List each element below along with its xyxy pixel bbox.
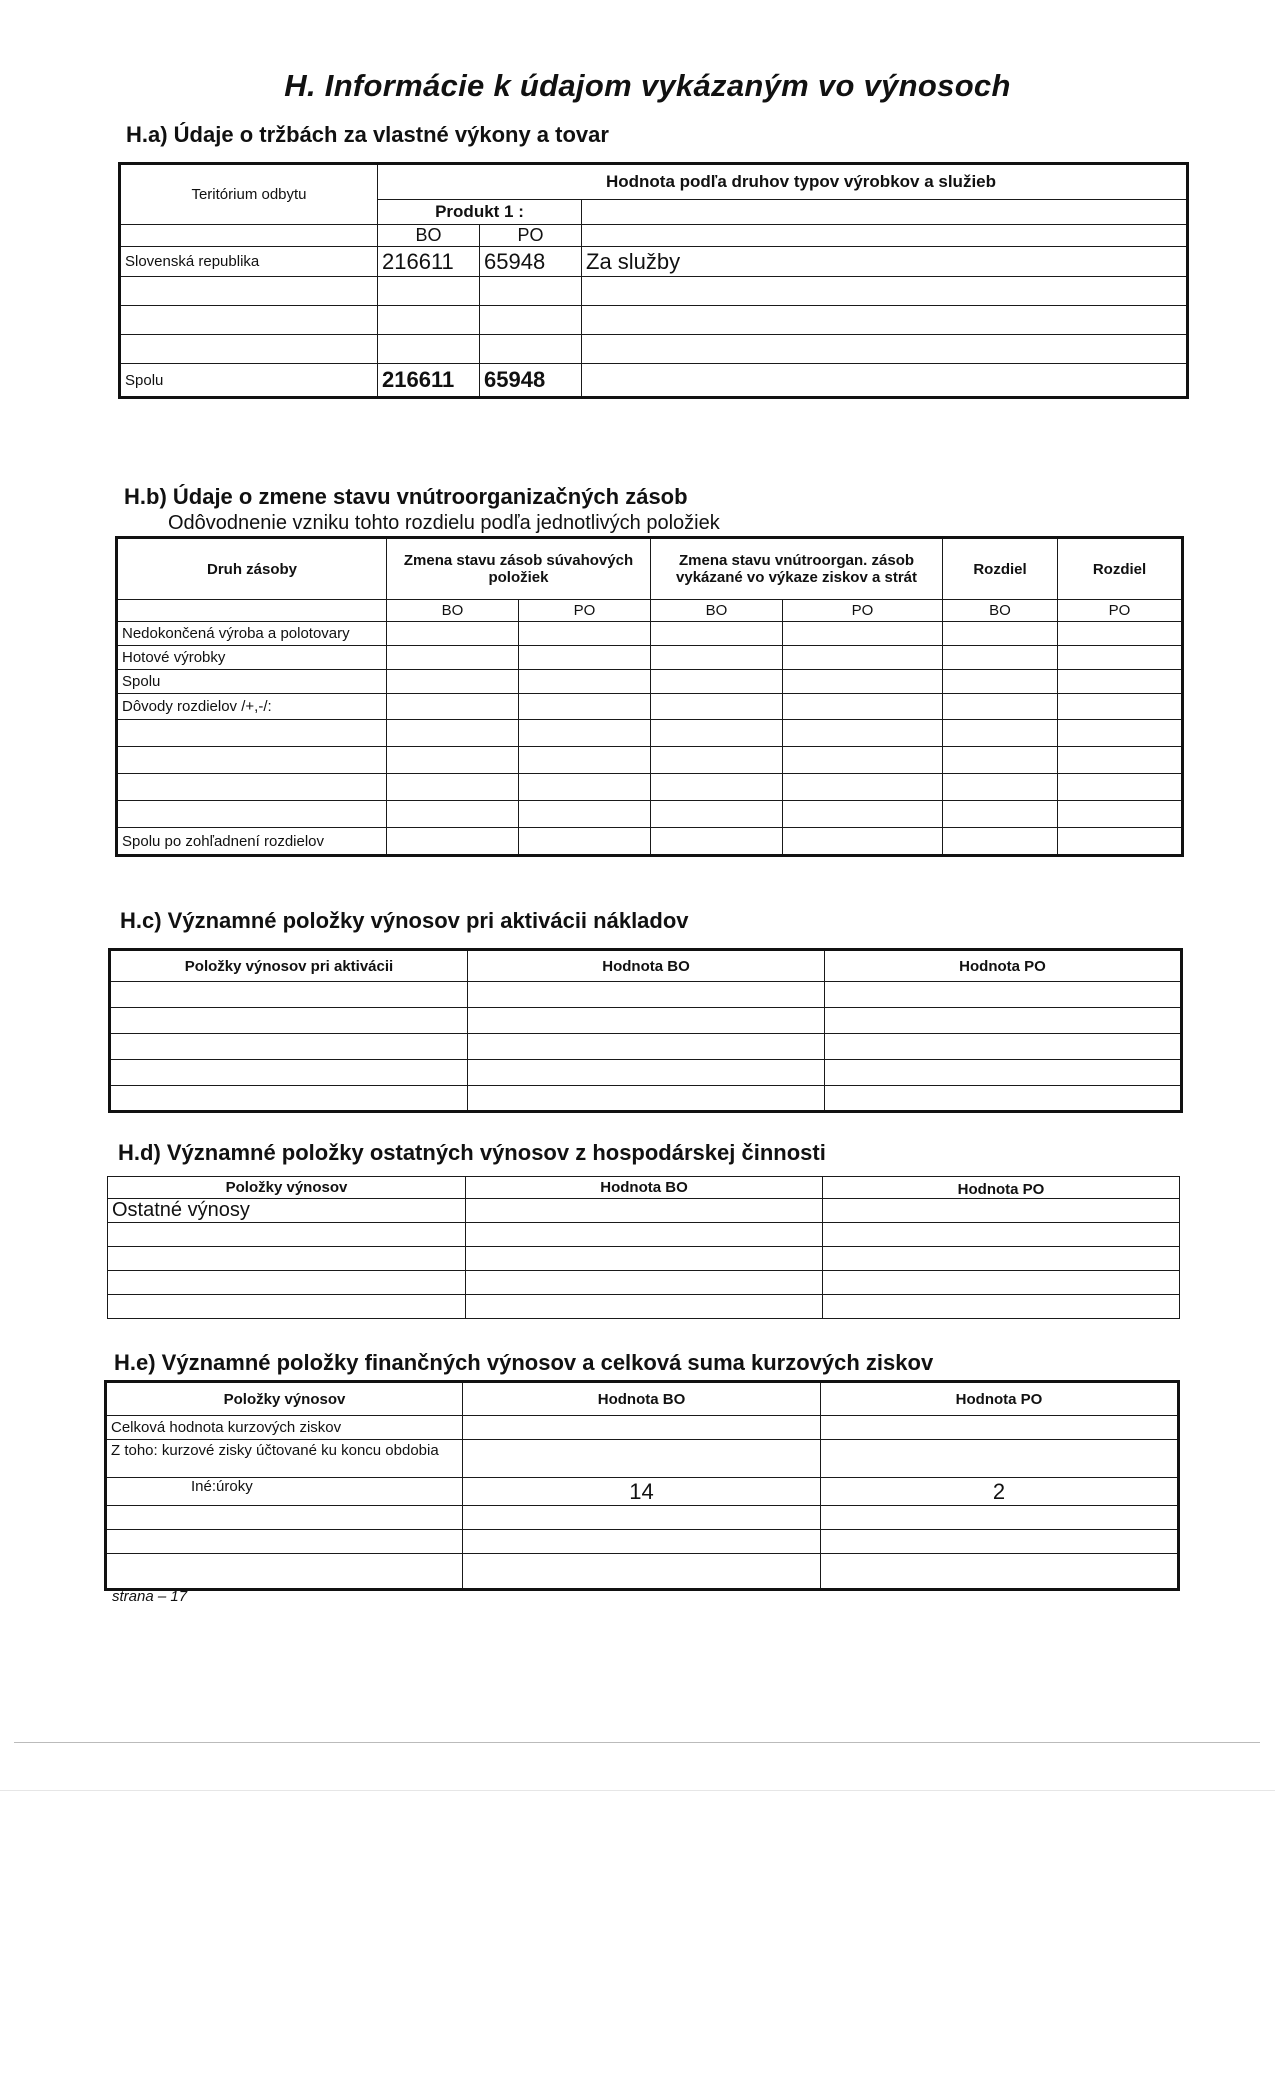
sales-table: [118, 162, 1189, 399]
section-e-heading: H.e) Významné položky finančných výnosov a celková suma kurzových ziskov: [114, 1350, 934, 1375]
row-label: Nedokončená výroba a polotovary: [117, 622, 387, 646]
territory-cell: Slovenská republika: [120, 247, 378, 277]
page-edge-line: [14, 1742, 1260, 1743]
financial-revenue-table: [104, 1380, 1180, 1591]
territory-header: Teritórium odbytu: [120, 164, 378, 225]
bo-header: BO: [387, 600, 519, 622]
difference-header-1: Rozdiel: [943, 538, 1058, 600]
activation-table: [108, 948, 1183, 1113]
row-label: Spolu: [117, 670, 387, 694]
total-label: Spolu: [120, 364, 378, 398]
scan-edge: [0, 1790, 1275, 1791]
bo-header: BO: [943, 600, 1058, 622]
items-header: Položky výnosov: [108, 1177, 466, 1199]
type-header: Druh zásoby: [117, 538, 387, 600]
internal-change-header: Zmena stavu vnútroorgan. zásob vykázané vo výkaze ziskov a strát: [651, 538, 943, 600]
po-header: PO: [1058, 600, 1183, 622]
total-po: 65948: [480, 364, 582, 398]
bo-header: BO: [651, 600, 783, 622]
bo-value: 14: [463, 1478, 821, 1506]
bo-header: BO: [378, 225, 480, 247]
po-header: PO: [783, 600, 943, 622]
bo-header: Hodnota BO: [463, 1382, 821, 1416]
row-label: Iné:úroky: [106, 1478, 463, 1506]
row-label: Celková hodnota kurzových ziskov: [106, 1416, 463, 1440]
po-value: 65948: [480, 247, 582, 277]
section-d-heading: H.d) Významné položky ostatných výnosov z hospodárskej činnosti: [118, 1140, 826, 1165]
items-header: Položky výnosov: [106, 1382, 463, 1416]
bo-header: Hodnota BO: [466, 1177, 823, 1199]
product-description: Za služby: [582, 247, 1188, 277]
items-header: Položky výnosov pri aktivácii: [110, 950, 468, 982]
po-header: Hodnota PO: [821, 1382, 1179, 1416]
empty-cell: [582, 200, 1188, 225]
total-bo: 216611: [378, 364, 480, 398]
po-value: 2: [821, 1478, 1179, 1506]
difference-header-2: Rozdiel: [1058, 538, 1183, 600]
page-number: strana – 17: [112, 1588, 188, 1605]
po-header: PO: [519, 600, 651, 622]
balance-change-header: Zmena stavu zásob súvahových položiek: [387, 538, 651, 600]
final-row-label: Spolu po zohľadnení rozdielov: [117, 828, 387, 856]
section-a-heading: H.a) Údaje o tržbách za vlastné výkony a tovar: [126, 122, 609, 147]
po-header: Hodnota PO: [825, 950, 1182, 982]
bo-header: Hodnota BO: [468, 950, 825, 982]
section-b-heading: H.b) Údaje o zmene stavu vnútroorganizačných zásob: [124, 484, 688, 509]
bo-value: 216611: [378, 247, 480, 277]
empty-cell: [582, 225, 1188, 247]
value-by-type-header: Hodnota podľa druhov typov výrobkov a služieb: [378, 164, 1188, 200]
section-c-heading: H.c) Významné položky výnosov pri aktivácii nákladov: [120, 908, 689, 933]
row-label: Ostatné výnosy: [108, 1199, 466, 1223]
po-header: Hodnota PO: [823, 1177, 1180, 1199]
po-header: PO: [480, 225, 582, 247]
product-label: Produkt 1 :: [378, 200, 582, 225]
row-label: Dôvody rozdielov /+,-/:: [117, 694, 387, 720]
row-label: Z toho: kurzové zisky účtované ku koncu obdobia: [106, 1440, 463, 1478]
section-b-subheading: Odôvodnenie vzniku tohto rozdielu podľa jednotlivých položiek: [168, 512, 720, 534]
page-title: H. Informácie k údajom vykázaným vo výnosoch: [284, 68, 1011, 103]
row-label: Hotové výrobky: [117, 646, 387, 670]
inventory-table: [115, 536, 1184, 857]
other-revenue-table: [107, 1176, 1180, 1319]
empty-cell: [120, 225, 378, 247]
